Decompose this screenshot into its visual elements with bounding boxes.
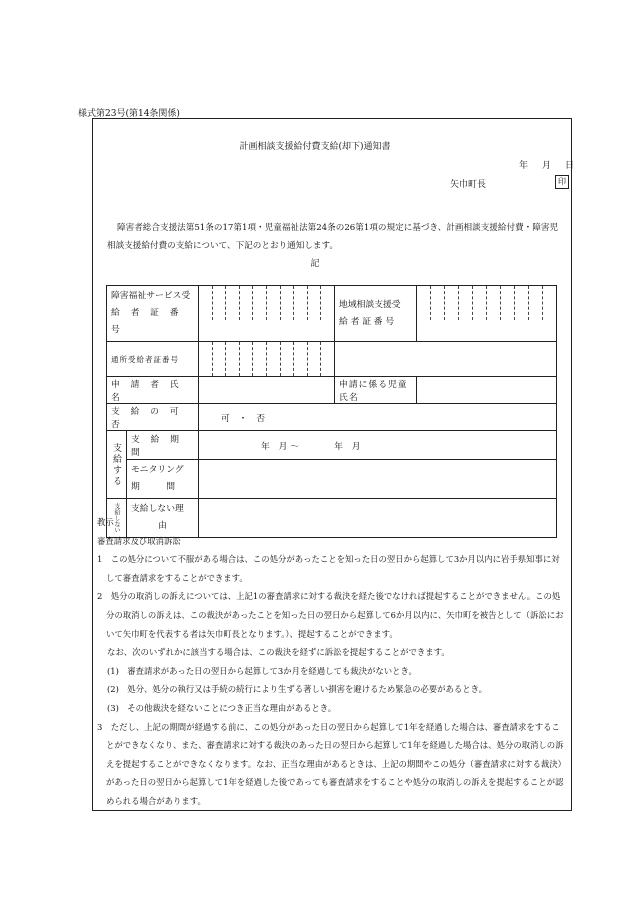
- label-line: 期 間: [131, 482, 175, 492]
- label-line: モニタリング: [131, 465, 184, 475]
- instruction-subitem-2: (2) 処分、処分の執行又は手続の続行により生ずる著しい損害を避けるため緊急の必要があるとき。: [107, 684, 488, 695]
- instruction-subitem-3: (3) その他裁決を経ないことにつき正当な理由があるとき。: [107, 702, 337, 713]
- not-provide-group-label: 支給しない: [107, 499, 127, 538]
- issuer-name: 矢巾町長: [450, 180, 487, 190]
- instruction-note: なお、次のいずれかに該当する場合は、この裁決を経ずに訴訟を提起することができます。: [107, 647, 450, 658]
- date-month: 月: [542, 161, 552, 171]
- date-day: 日: [565, 161, 575, 171]
- label-line: 給 者 証 番 号: [339, 316, 395, 327]
- applicant-name-field[interactable]: [199, 377, 335, 404]
- seal-mark: 印: [555, 175, 569, 189]
- date-year: 年: [519, 161, 529, 171]
- facility-number-field[interactable]: [199, 342, 335, 377]
- instruction-item-1: 1 この処分について不服がある場合は、この処分があったことを知った日の翌日から起算して3か月以内に岩手県知事に対して審査請求をすることができます。: [97, 554, 560, 583]
- instruction-subheading: 審査請求及び取消訴訟: [97, 535, 181, 546]
- label-line: 支給しない理: [131, 504, 184, 514]
- child-name-field[interactable]: [417, 377, 557, 404]
- recipient-number-label: [107, 286, 199, 342]
- blank-cell: [335, 342, 557, 377]
- table-row: [107, 342, 557, 377]
- label-line: 障害福祉サービス受: [111, 291, 191, 301]
- approval-label: 支 給 の 可 否: [107, 404, 199, 431]
- recipient-number-field[interactable]: [199, 286, 335, 342]
- table-row: [107, 460, 557, 499]
- provide-group-label: 支給する: [107, 431, 127, 499]
- document-title: 計画相談支援給付費支給(却下)通知書: [239, 142, 391, 152]
- table-row: [107, 431, 557, 460]
- monitoring-label: [127, 460, 199, 499]
- area-number-field[interactable]: [417, 286, 557, 342]
- instruction-item-2: 2 処分の取消しの訴えについては、上記1の審査請求に対する裁決を経た後でなければ提起することができません。この処分の取消しの訴えは、この裁決があったことを知った日の翌日から起算して6か月以内に、矢巾町を被告として（訴訟において矢巾町を代表する者は矢巾町長となります。）、提起することができます。: [97, 591, 564, 639]
- table-row: [107, 286, 557, 342]
- intro-paragraph: 障害者総合支援法第51条の17第1項・児童福祉法第24条の26第1項の規定に基づき、計画相談支援給付費・障害児相談支援給付費の支給について、下記のとおり通知します。: [107, 222, 559, 251]
- application-table: [106, 285, 557, 538]
- period-label: 支 給 期 間: [127, 431, 199, 460]
- instruction-subitem-1: (1) 審査請求があった日の翌日から起算して3か月を経過しても裁決がないとき。: [107, 665, 417, 676]
- applicant-name-label: 申 請 者 氏 名: [107, 377, 199, 404]
- child-name-label: 申請に係る児童氏名: [335, 377, 417, 404]
- table-row: [107, 377, 557, 404]
- instruction-section: [97, 513, 567, 811]
- form-number: 様式第23号(第14条関係): [78, 109, 180, 119]
- table-row: [107, 404, 557, 431]
- approval-value[interactable]: 可 ・ 否: [199, 404, 557, 431]
- instruction-item-3: 3 ただし、上記の期間が経過する前に、この処分があった日の翌日から起算して1年を経過した場合は、審査請求をすることができなくなり、また、審査請求に対する裁決のあった日の翌日から起算して1年を経過した場合は、処分の取消しの訴えを提起することができなくなります。なお、正当な理由があるときは、上記の期間やこの処分（審査請求に対する裁決）があった日の翌日から起算して1年を経過した後であっても審査請求をすることや処分の取消しの訴えを提起することが認められる場合があります。: [97, 721, 566, 806]
- facility-number-label: 通所受給者証番号: [107, 342, 199, 377]
- area-number-label: [335, 286, 417, 342]
- period-value[interactable]: 年 月 ～ 年 月: [199, 431, 557, 460]
- monitoring-field[interactable]: [199, 460, 557, 499]
- date-line: [505, 158, 574, 171]
- ki-heading: 記: [310, 259, 320, 269]
- label-line: 由: [158, 521, 167, 531]
- label-line: 地域相談支援受: [339, 299, 401, 310]
- label-line: 給 者 証 番 号: [111, 308, 183, 335]
- instruction-heading: 教示: [97, 517, 114, 527]
